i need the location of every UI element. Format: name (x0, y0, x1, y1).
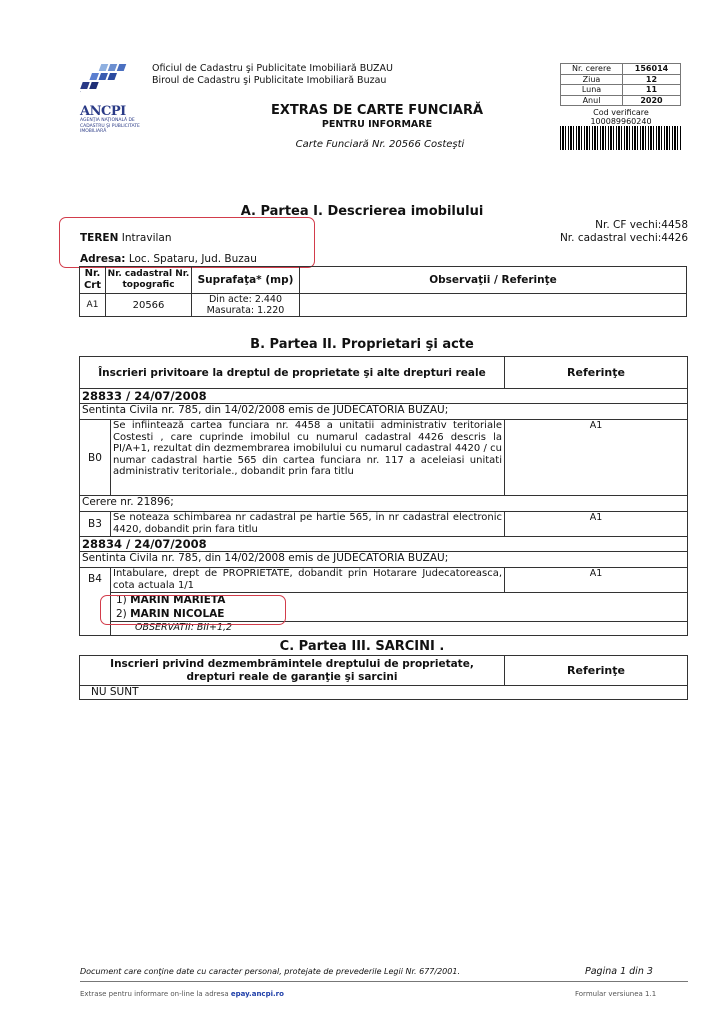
act-number-2: 28834 / 24/07/2008 (80, 537, 688, 552)
request-label: Nr. cerere (561, 64, 623, 75)
col-sarcini: Inscrieri privind dezmembrămintele dreptului de proprietate, drepturi reale de garanţie şi sarcini (80, 656, 505, 686)
col-suprafata: Suprafaţa* (mp) (192, 267, 300, 294)
footer-divider (80, 981, 688, 982)
teren-value: Intravilan (121, 232, 172, 244)
row-observatii (300, 294, 687, 317)
request-value: 12 (623, 74, 681, 85)
col-inscrieri: Înscrieri privitoare la dreptul de proprietate şi alte drepturi reale (80, 357, 505, 389)
highlight-box-address (59, 217, 315, 268)
adresa-label: Adresa: (80, 253, 126, 265)
part2-table (79, 356, 688, 636)
act-number-1: 28833 / 24/07/2008 (80, 389, 688, 404)
col-observatii: Observaţii / Referinţe (300, 267, 687, 294)
request-label: Ziua (561, 74, 623, 85)
personal-data-note: Document care conţine date cu caracter personal, protejate de prevederile Legii Nr. 677/2001. (80, 967, 460, 976)
footer-online-note (80, 990, 284, 998)
col-referinte-sarcini: Referinţe (505, 656, 688, 686)
document-title: EXTRAS DE CARTE FUNCIARĂ (270, 103, 484, 118)
owner-name: MARIN NICOLAE (130, 608, 225, 620)
col-referinte: Referinţe (505, 357, 688, 389)
part3-table (79, 655, 688, 700)
form-version: Formular versiunea 1.1 (575, 990, 657, 998)
col-nr-crt: Nr. Crt (80, 267, 106, 294)
part3-title: C. Partea III. SARCINI . (279, 639, 445, 654)
adresa-value: Loc. Spataru, Jud. Buzau (128, 253, 257, 265)
sarcini-none: NU SUNT (80, 686, 688, 700)
entry-ref-b4: A1 (505, 568, 688, 593)
request-value: 2020 (623, 95, 681, 106)
row-cadastral: 20566 (106, 294, 192, 317)
suprafata-masurata: Masurata: 1.220 (206, 305, 285, 316)
entry-text-b0: Se infiintează cartea funciara nr. 4458 a unitatii administrativ teritoriale Costesti , care cuprinde imobilul cu numarul cadastral 4426 descris la PI/A+1, rezultat din dezmembrarea imobilului cu numarul cadastral 4420 / cu numar cadastral hartie 565 din cartea funciara nr. 117 a aceleiasi unitati administrativ teritoriale., dobandit prin fara titlu (111, 420, 505, 496)
verification-code (560, 108, 682, 126)
act-source-2: Sentinta Civila nr. 785, din 14/02/2008 emis de JUDECATORIA BUZAU; (80, 552, 688, 568)
cadastral-vechi: Nr. cadastral vechi:4426 (559, 232, 688, 244)
request-info-table (560, 63, 681, 106)
teren-label: TEREN (80, 232, 119, 244)
entry-ref-b0: A1 (505, 420, 688, 496)
entry-id-b3: B3 (80, 512, 111, 537)
verification-code-value: 100089960240 (590, 117, 652, 126)
carte-funciara-number: Carte Funciară Nr. 20566 Costeşti (295, 139, 465, 150)
request-value: 11 (623, 85, 681, 96)
verification-code-label: Cod verificare (593, 108, 649, 117)
row-nr: A1 (80, 294, 106, 317)
entry-text-b4: Intabulare, drept de PROPRIETATE, dobandit prin Hotarare Judecatoreasca, cota actuala 1/1 (111, 568, 505, 593)
part1-table (79, 266, 687, 317)
owner-index: 2) (116, 608, 127, 620)
part2-title: B. Partea II. Proprietari şi acte (250, 337, 474, 352)
part1-title: A. Partea I. Descrierea imobilului (240, 204, 484, 219)
col-cadastral: Nr. cadastral Nr. topografic (106, 267, 192, 294)
row-suprafata (192, 294, 300, 317)
entry-id-b4: B4 (80, 568, 111, 636)
highlight-box-owners (100, 595, 286, 625)
office-line-2: Biroul de Cadastru şi Publicitate Imobiliară Buzau (152, 75, 387, 86)
page-number: Pagina 1 din 3 (585, 966, 653, 977)
entry-id-b0: B0 (80, 420, 111, 496)
entry-ref-b3: A1 (505, 512, 688, 537)
document-subtitle: PENTRU INFORMARE (321, 119, 433, 130)
suprafata-acte: Din acte: 2.440 (208, 294, 283, 305)
logo-text: ANCPI (80, 104, 126, 119)
act-source-1: Sentinta Civila nr. 785, din 14/02/2008 emis de JUDECATORIA BUZAU; (80, 404, 688, 420)
owner-index: 1) (116, 594, 127, 606)
cerere-line: Cerere nr. 21896; (80, 496, 688, 512)
observatii-line: OBSERVATII: BII+1,2 (111, 622, 688, 636)
footer-prefix: Extrase pentru informare on-line la adresa (80, 990, 229, 998)
logo-subtitle: AGENŢIA NAŢIONALĂ DE CADASTRU ŞI PUBLICITATE IMOBILIARĂ (80, 118, 140, 134)
office-line-1: Oficiul de Cadastru şi Publicitate Imobiliară BUZAU (152, 63, 393, 74)
cf-vechi: Nr. CF vechi:4458 (595, 219, 688, 231)
office-block (152, 63, 393, 87)
request-label: Luna (561, 85, 623, 96)
epay-link[interactable]: epay.ancpi.ro (230, 990, 284, 998)
barcode-image (560, 126, 682, 150)
request-label: Anul (561, 95, 623, 106)
owner-name: MARIN MARIETA (130, 594, 226, 606)
request-value: 156014 (623, 64, 681, 75)
entry-text-b3: Se noteaza schimbarea nr cadastral pe hartie 565, in nr cadastral electronic 4420, dobandit prin fara titlu (111, 512, 505, 537)
